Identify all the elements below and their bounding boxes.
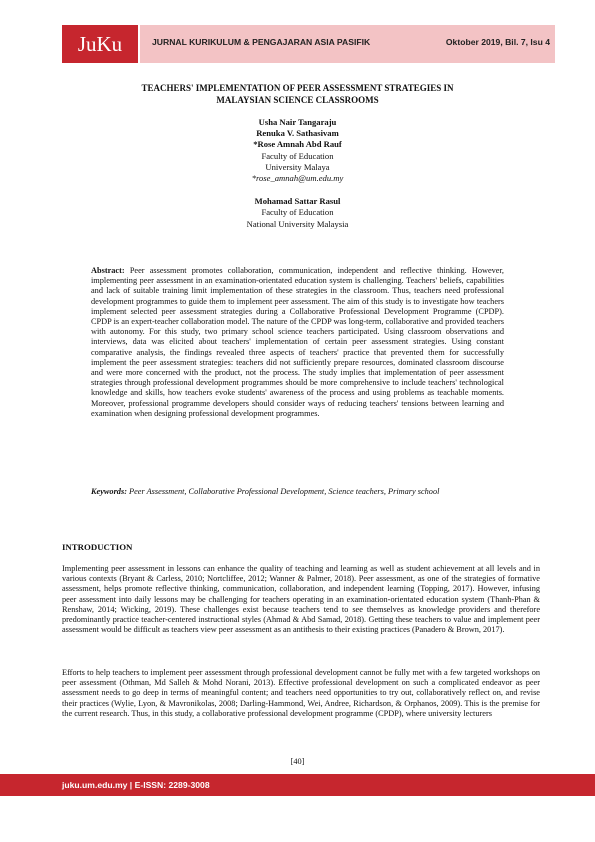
journal-title: JURNAL KURIKULUM & PENGAJARAN ASIA PASIFIK	[152, 37, 371, 47]
section-heading-introduction: INTRODUCTION	[62, 542, 133, 552]
author-1: Usha Nair Tangaraju	[258, 117, 337, 127]
journal-logo: JuKu	[62, 25, 138, 63]
abstract	[91, 266, 504, 419]
affiliation-2-uni: National University Malaysia	[246, 218, 349, 229]
title-line-2: MALAYSIAN SCIENCE CLASSROOMS	[216, 94, 379, 105]
intro-paragraph-2: Efforts to help teachers to implement peer assessment through professional development cannot be fully met with a few targeted workshops on peer assessment (Othman, Md Salleh & Mohd Norani, 2013). Effective professional development on such a complicated endeavor as peer assessment needs to go deep in terms of meaningful content; and teachers need opportunities to try out, collaboratively reflect on, and revise their practices (Wylie, Lyon, & Mavronikolas, 2008; Darling-Hammond, Wei, Andree, Richardson, & Orphanos, 2009). This is the premise for the current research. Thus, in this study, a collaborative professional development programme (CPDP), where university lecturers	[62, 668, 540, 718]
keywords-label: Keywords:	[91, 487, 127, 496]
author-2: Renuka V. Sathasivam	[256, 128, 339, 139]
page-number: [40]	[290, 757, 305, 766]
abstract-label: Abstract:	[91, 266, 125, 275]
footer-band	[0, 774, 595, 796]
affiliation-1-dept: Faculty of Education	[261, 150, 334, 161]
abstract-text: Peer assessment promotes collaboration, communication, independent and reflective thinking. However, implementing peer assessment in an examination-orientated education system is challenging. Teachers' beliefs, capabilities and lack of suitable training limit implementation of these strategies in the classroom. Thus, teachers need professional development programmes to guide them to implement peer assessment. The aim of this study is to investigate how teachers implement selected peer assessment strategies during a Collaborative Professional Development Programme (CPDP). CPDP is an expert-teacher collaboration model. The nature of the CPDP was long-term, collaborative and provided teachers with autonomy. For this study, two primary school science teachers participated. Using classroom observations and interviews, data was elicited about teachers' implementation of certain peer assessment strategies. Using constant comparative analysis, the findings revealed three aspects of teachers' practice that prevented them for successfully implement the peer assessment strategies: teachers did not sufficiently prepare resources, dominated classroom discourse and were more concerned with the product, not the process. The study implies that implementation of peer assessment strategies through professional development programmes should be more comprehensive to include teachers' technological knowledge and skills, how teachers evoke students' awareness of the process and using problems as teachable moments. Moreover, professional programme developers should consider ways of reducing teachers' tensions between learning and examination when designing professional development programmes.	[91, 266, 504, 418]
footer-text[interactable]: juku.um.edu.my | E-ISSN: 2289-3008	[62, 780, 210, 790]
affiliation-1-uni: University Malaya	[265, 161, 330, 172]
keywords-text: Peer Assessment, Collaborative Professional Development, Science teachers, Primary school	[129, 487, 440, 496]
keywords	[91, 487, 504, 497]
journal-header	[0, 25, 595, 63]
corresponding-email[interactable]: *rose_amnah@um.edu.my	[251, 173, 344, 184]
affiliation-2-dept: Faculty of Education	[261, 207, 334, 218]
paper-title	[100, 83, 495, 106]
intro-paragraph-1: Implementing peer assessment in lessons can enhance the quality of teaching and learning as well as student achievement at all levels and in various contexts (Bryant & Carless, 2010; Nortcliffee, 2012; Wanner & Palmer, 2018). Peer assessment, as one of the strategies of formative assessment, helps promote reflective thinking, communication, collaboration, and independent learning (Topping, 2017). However, infusing peer assessment into daily lessons may be challenging for teachers operating in an examination-orientated education system (Thanh-Phan & Renshaw, 2014; Wicking, 2019). These challenges exist because teachers tend to see themselves as knowledge providers and therefore predominantly practice teacher-centered instructional styles (Ahmad & Abd Samad, 2018). Getting these teachers to value and implement peer assessment would be difficult as teachers view peer assessment as an antithesis to their existing practices (Panadero & Brown, 2017).	[62, 564, 540, 635]
title-line-1: TEACHERS' IMPLEMENTATION OF PEER ASSESSMENT STRATEGIES IN	[141, 83, 454, 93]
author-block	[150, 117, 445, 230]
author-4: Mohamad Sattar Rasul	[254, 196, 341, 207]
issue-info: Oktober 2019, Bil. 7, Isu 4	[445, 37, 550, 47]
author-3: *Rose Amnah Abd Rauf	[253, 139, 342, 150]
